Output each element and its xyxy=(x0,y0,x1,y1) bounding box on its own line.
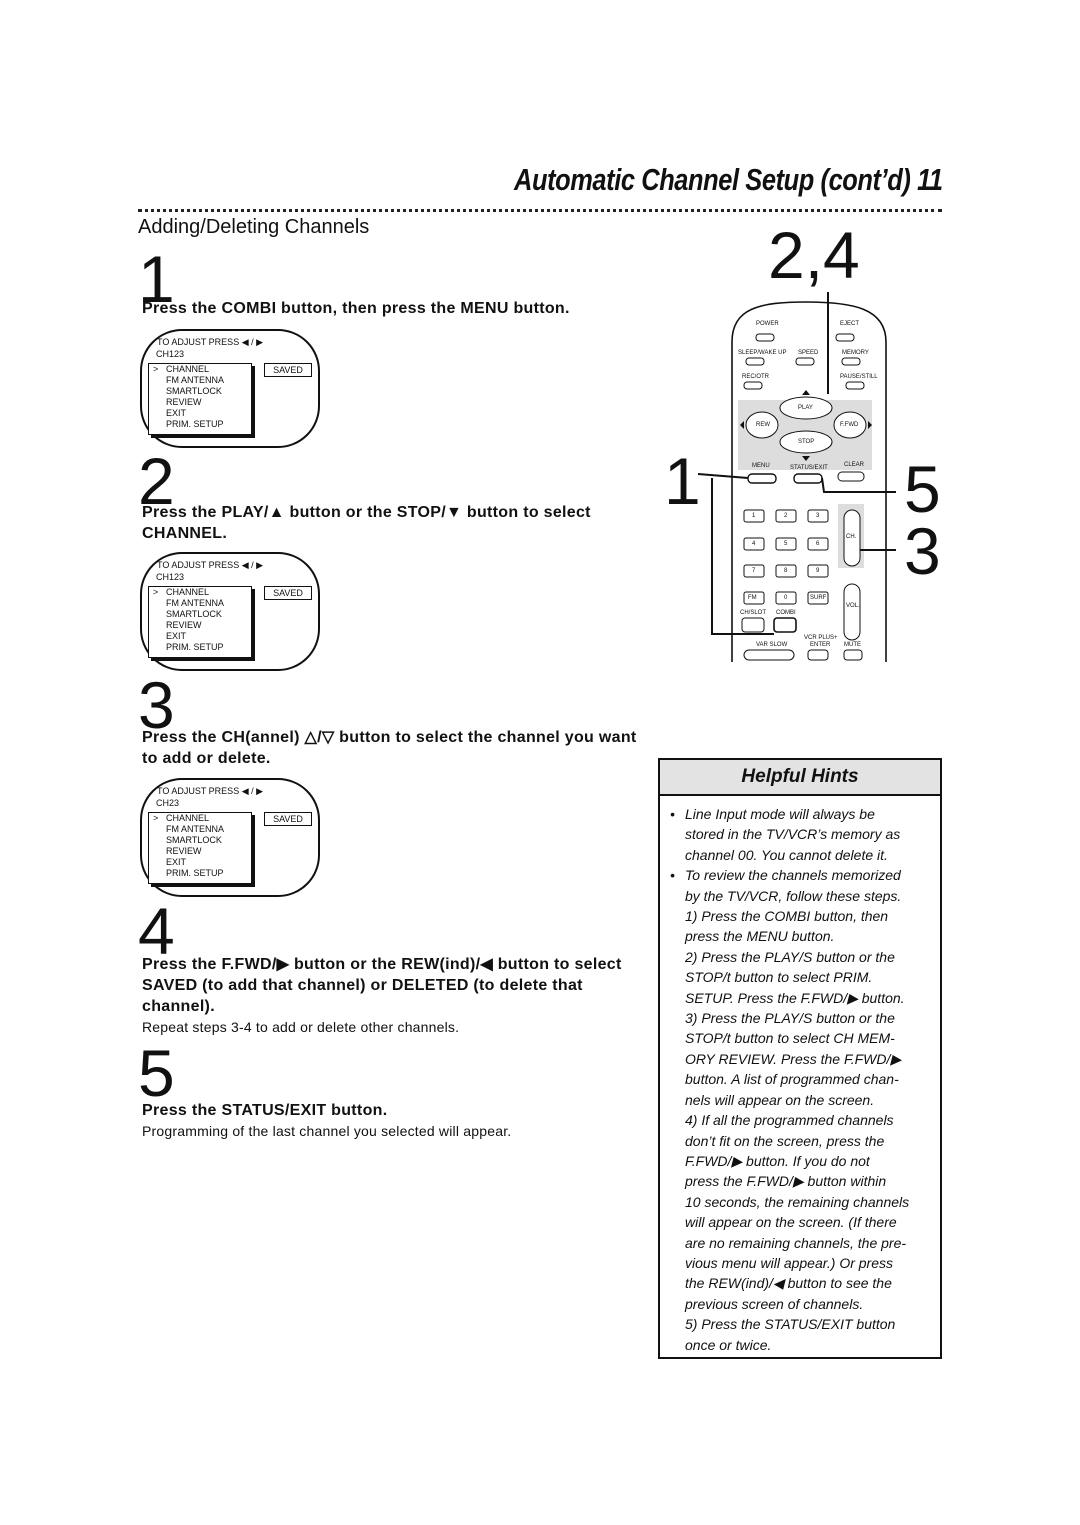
hint-text: channel 00. You cannot delete it. xyxy=(685,846,888,863)
hint-text: 10 seconds, the remaining channels xyxy=(685,1193,910,1210)
sleep-label: SLEEP/WAKE UP xyxy=(738,350,787,356)
power-label: POWER xyxy=(756,321,779,327)
step-2-number: 2 xyxy=(138,444,175,518)
hint-line xyxy=(670,1212,932,1232)
recotr-label: REC/OTR xyxy=(742,374,769,380)
menu-cursor: > xyxy=(153,587,159,597)
step-1-instruction: Press the COMBI button, then press the MENU button. xyxy=(142,300,570,317)
hint-line xyxy=(670,845,932,865)
hint-line xyxy=(670,1314,932,1334)
step-5-note: Programming of the last channel you selected will appear. xyxy=(142,1123,512,1139)
step-3-number: 3 xyxy=(138,668,175,742)
screen-header: TO ADJUST PRESS ◀ / ▶ xyxy=(157,560,264,570)
hint-text: ORY REVIEW. Press the F.FWD/▶ xyxy=(685,1050,902,1067)
step-2-instruction: Press the PLAY/▲ button or the STOP/▼ button to select CHANNEL. xyxy=(142,504,591,542)
enter-label: ENTER xyxy=(810,642,831,648)
fm-label: FM xyxy=(748,595,757,601)
hint-text: stored in the TV/VCR’s memory as xyxy=(685,826,901,843)
hint-text: STOP/t button to select PRIM. xyxy=(685,969,873,986)
hint-text: 4) If all the programmed channels xyxy=(685,1112,894,1129)
hints-body xyxy=(670,804,932,1355)
screen-menu xyxy=(148,363,252,435)
hints-title: Helpful Hints xyxy=(660,760,940,796)
tv-screen-2 xyxy=(140,552,320,671)
stop-label: STOP xyxy=(798,439,815,445)
hint-text: once or twice. xyxy=(685,1336,772,1353)
remote-body xyxy=(660,218,950,672)
menu-item-prim-setup: PRIM. SETUP xyxy=(166,868,224,878)
hint-line xyxy=(670,967,932,987)
hint-line xyxy=(670,1233,932,1253)
hint-line xyxy=(670,1151,932,1171)
hint-line xyxy=(670,804,932,824)
hint-line xyxy=(670,1028,932,1048)
step-4-number: 4 xyxy=(138,894,175,968)
hint-text: STOP/t button to select CH MEM- xyxy=(685,1030,895,1047)
step-5-instruction: Press the STATUS/EXIT button. xyxy=(142,1102,388,1119)
hint-line xyxy=(670,1273,932,1293)
digit-3: 3 xyxy=(816,513,820,519)
memory-label: MEMORY xyxy=(842,350,869,356)
digit-9: 9 xyxy=(816,568,820,574)
hint-text: SETUP. Press the F.FWD/▶ button. xyxy=(685,989,905,1006)
hint-line xyxy=(670,1008,932,1028)
screen-channel: CH23 xyxy=(156,798,180,808)
hint-text: button. A list of programmed chan- xyxy=(685,1071,899,1088)
helpful-hints-box xyxy=(658,758,942,1359)
hint-text: don’t fit on the screen, press the xyxy=(685,1132,885,1149)
step-3-instruction: Press the CH(annel) △/▽ button to select the channel you want to add or delete. xyxy=(142,729,637,767)
step-4-note: Repeat steps 3-4 to add or delete other channels. xyxy=(142,1019,460,1035)
screen-header: TO ADJUST PRESS ◀ / ▶ xyxy=(157,786,264,796)
step-4-instruction: Press the F.FWD/▶ button or the REW(ind)/◀ button to select SAVED (to add that channel) or DELETED (to delete that channel). xyxy=(142,956,622,1015)
hint-line xyxy=(670,1192,932,1212)
hint-line xyxy=(670,926,932,946)
digit-6: 6 xyxy=(816,541,820,547)
hint-line xyxy=(670,988,932,1008)
step-1-number: 1 xyxy=(138,242,175,316)
ch-label: CH. xyxy=(846,534,857,540)
menu-label: MENU xyxy=(752,463,770,469)
hint-line xyxy=(670,1253,932,1273)
hint-text: To review the channels memorized xyxy=(685,867,901,884)
hint-line xyxy=(670,1335,932,1355)
hint-line xyxy=(670,1049,932,1069)
digit-5: 5 xyxy=(784,541,788,547)
menu-item-exit: EXIT xyxy=(166,631,187,641)
menu-item-channel: > CHANNEL xyxy=(153,813,210,823)
vcrplus-label: VCR PLUS+ xyxy=(804,635,838,641)
menu-item-review: REVIEW xyxy=(166,397,202,407)
hint-text: 3) Press the PLAY/S button or the xyxy=(685,1010,895,1027)
digit-2: 2 xyxy=(784,513,788,519)
zero-label: 0 xyxy=(784,595,788,601)
menu-item-review: REVIEW xyxy=(166,620,202,630)
digit-4: 4 xyxy=(752,541,756,547)
screen-menu xyxy=(148,812,252,884)
menu-item-exit: EXIT xyxy=(166,857,187,867)
digit-7: 7 xyxy=(752,568,756,574)
hint-text: F.FWD/▶ button. If you do not xyxy=(685,1152,870,1169)
menu-cursor: > xyxy=(153,813,159,823)
hint-text: the REW(ind)/◀ button to see the xyxy=(685,1275,892,1292)
hint-bullet: • xyxy=(670,867,675,884)
hint-bullet: • xyxy=(670,806,675,822)
hint-text: press the F.FWD/▶ button within xyxy=(685,1173,887,1190)
mute-label: MUTE xyxy=(844,642,861,648)
screen-menu xyxy=(148,586,252,658)
callout-1: 1 xyxy=(664,444,701,518)
dotted-divider xyxy=(138,209,942,212)
rew-label: REW xyxy=(756,422,770,428)
menu-item-exit: EXIT xyxy=(166,408,187,418)
eject-label: EJECT xyxy=(840,321,860,327)
remote-illustration xyxy=(660,218,950,672)
menu-item-review: REVIEW xyxy=(166,846,202,856)
status-badge: SAVED xyxy=(264,363,312,377)
hint-line xyxy=(670,1110,932,1130)
speed-label: SPEED xyxy=(798,350,819,356)
hint-line xyxy=(670,947,932,967)
ffwd-label: F.FWD xyxy=(840,422,859,428)
hint-text: by the TV/VCR, follow these steps. xyxy=(685,887,902,904)
status-badge: SAVED xyxy=(264,812,312,826)
menu-cursor: > xyxy=(153,364,159,374)
menu-item-prim-setup: PRIM. SETUP xyxy=(166,419,224,429)
menu-item-fm-antenna: FM ANTENNA xyxy=(166,598,225,608)
hint-text: previous screen of channels. xyxy=(685,1295,864,1312)
page-title: Automatic Channel Setup (cont’d) 11 xyxy=(514,162,943,197)
play-label: PLAY xyxy=(798,405,813,411)
hint-line xyxy=(670,1294,932,1314)
tv-screen-3 xyxy=(140,778,320,897)
callout-5: 5 xyxy=(904,452,941,526)
clear-label: CLEAR xyxy=(844,462,865,468)
menu-item-prim-setup: PRIM. SETUP xyxy=(166,642,224,652)
hint-line xyxy=(670,1069,932,1089)
pause-label: PAUSE/STILL xyxy=(840,374,878,380)
status-badge: SAVED xyxy=(264,586,312,600)
surf-label: SURF xyxy=(810,595,827,601)
hint-line xyxy=(670,865,932,885)
screen-channel: CH123 xyxy=(156,572,185,582)
hint-line xyxy=(670,1090,932,1110)
hint-text: nels will appear on the screen. xyxy=(685,1091,875,1108)
menu-item-smartlock: SMARTLOCK xyxy=(166,835,222,845)
section-title: Adding/Deleting Channels xyxy=(138,216,370,238)
chslot-label: CH/SLOT xyxy=(740,610,767,616)
hint-text: vious menu will appear.) Or press xyxy=(685,1254,894,1271)
menu-item-smartlock: SMARTLOCK xyxy=(166,386,222,396)
callout-2-4: 2,4 xyxy=(768,218,860,292)
hint-line xyxy=(670,1131,932,1151)
vol-label: VOL. xyxy=(846,603,860,609)
step-5-number: 5 xyxy=(138,1036,175,1110)
hint-line xyxy=(670,1171,932,1191)
callout-3: 3 xyxy=(904,514,941,588)
menu-item-fm-antenna: FM ANTENNA xyxy=(166,375,225,385)
hint-text: Line Input mode will always be xyxy=(685,806,875,822)
menu-item-channel: > CHANNEL xyxy=(153,587,210,597)
menu-item-smartlock: SMARTLOCK xyxy=(166,609,222,619)
digit-8: 8 xyxy=(784,568,788,574)
hint-text: 5) Press the STATUS/EXIT button xyxy=(685,1316,896,1333)
screen-channel: CH123 xyxy=(156,349,185,359)
screen-header: TO ADJUST PRESS ◀ / ▶ xyxy=(157,337,264,347)
varslow-label: VAR SLOW xyxy=(756,642,788,648)
hint-text: will appear on the screen. (If there xyxy=(685,1214,897,1231)
hint-line xyxy=(670,886,932,906)
digit-1: 1 xyxy=(752,513,756,519)
hint-text: 1) Press the COMBI button, then xyxy=(685,908,889,925)
hint-line xyxy=(670,906,932,926)
tv-screen-1 xyxy=(140,329,320,448)
status-label: STATUS/EXIT xyxy=(790,465,828,471)
hint-line xyxy=(670,824,932,844)
hint-text: are no remaining channels, the pre- xyxy=(685,1234,907,1251)
combi-label: COMBI xyxy=(776,610,796,616)
hint-text: 2) Press the PLAY/S button or the xyxy=(685,948,895,965)
hint-text: press the MENU button. xyxy=(685,928,835,945)
menu-item-channel: > CHANNEL xyxy=(153,364,210,374)
menu-item-fm-antenna: FM ANTENNA xyxy=(166,824,225,834)
